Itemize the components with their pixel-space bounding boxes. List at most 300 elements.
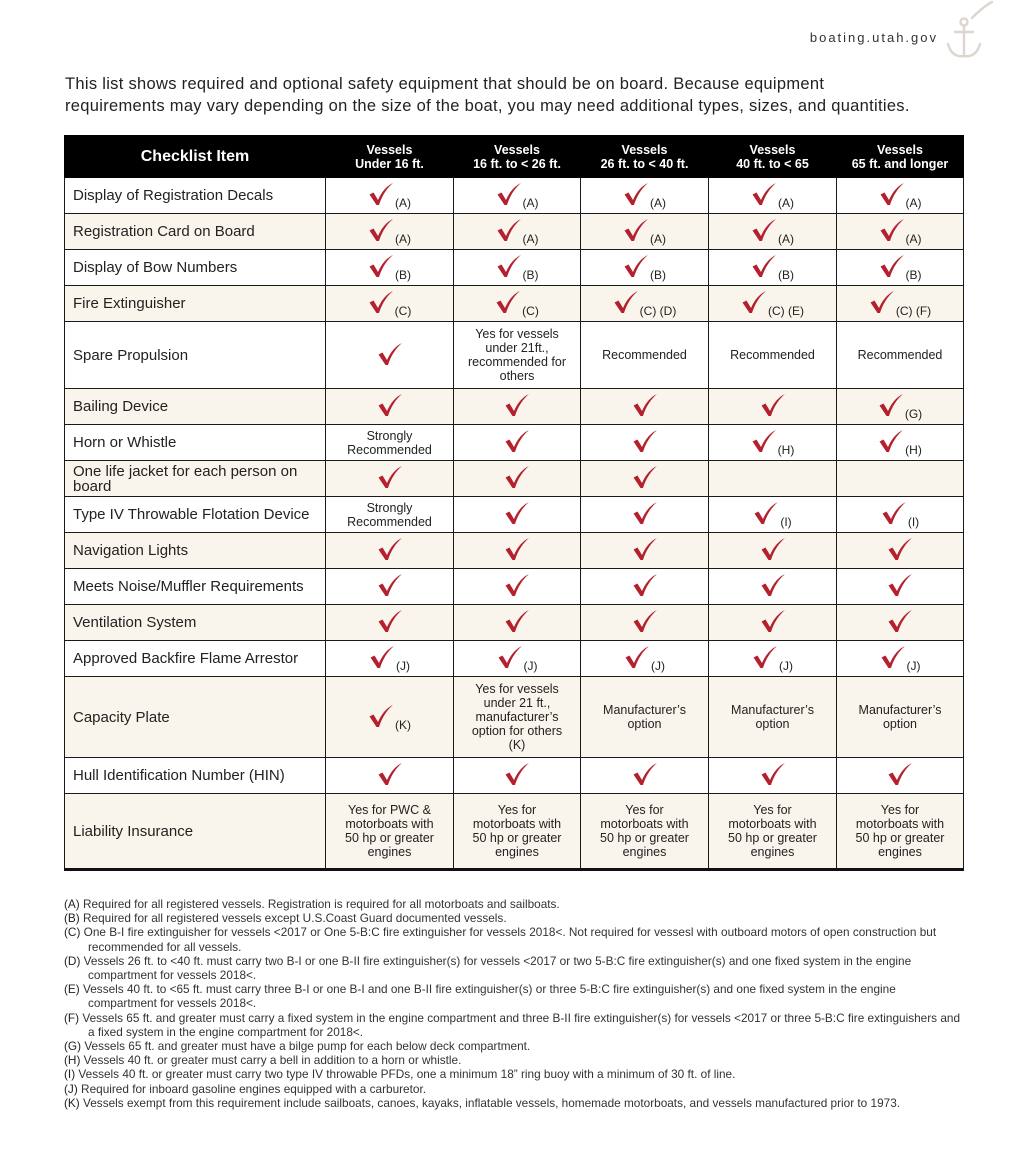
header-line: Vessels: [749, 142, 796, 157]
requirement-text-line: (K): [508, 738, 526, 752]
checklist-item-label: Registration Card on Board: [65, 214, 326, 250]
footnote-label: (K): [64, 1095, 80, 1110]
requirement-text: [596, 803, 693, 859]
requirement-mark: [760, 393, 786, 417]
requirement-text-line: others: [499, 369, 535, 383]
table-row: [65, 794, 964, 870]
table-row: [65, 533, 964, 569]
requirement-text-line: recommended for: [468, 355, 566, 369]
requirement-cell: [709, 497, 837, 533]
requirement-cell: [454, 389, 581, 425]
requirement-text-line: Recommended: [347, 442, 432, 457]
requirement-text: [464, 327, 570, 383]
checklist-item-label: Meets Noise/Muffler Requirements: [65, 569, 326, 605]
requirement-mark: [377, 465, 403, 489]
requirement-mark: [632, 393, 658, 417]
footnote-ref: (C): [522, 304, 539, 318]
requirement-mark: [368, 704, 411, 732]
table-row: [65, 461, 964, 497]
footnote-ref: (B): [395, 268, 411, 282]
requirement-text-line: 50 hp or greater: [472, 831, 562, 845]
requirement-cell: [454, 250, 581, 286]
checklist-item-label: Fire Extinguisher: [65, 286, 326, 322]
requirement-cell: [326, 677, 454, 758]
requirement-mark: [880, 645, 921, 673]
requirement-mark: [377, 537, 403, 561]
requirement-mark: [753, 501, 792, 529]
checkmark-icon: [632, 573, 658, 597]
checkmark-icon: [751, 218, 777, 242]
checkmark-icon: [881, 501, 907, 525]
requirement-mark: [504, 465, 530, 489]
checklist-item-label: Display of Registration Decals: [65, 178, 326, 214]
checkmark-icon: [880, 645, 906, 669]
table-row: [65, 425, 964, 461]
anchor-icon: [934, 0, 994, 62]
requirement-mark: [632, 429, 658, 453]
footnote-text: Vessels exempt from this requirement include sailboats, canoes, kayaks, inflatable vessels, homemade motorboats, and vessels manufactured prior to 1973.: [83, 1095, 901, 1110]
checkmark-icon: [504, 609, 530, 633]
requirement-cell: [709, 425, 837, 461]
requirement-cell: [709, 641, 837, 677]
requirement-cell: [837, 286, 964, 322]
footnote: [64, 1039, 964, 1053]
checkmark-icon: [496, 182, 522, 206]
requirement-cell: [837, 250, 964, 286]
requirement-cell: [454, 794, 581, 870]
table-row: [65, 214, 964, 250]
requirement-mark: [496, 182, 539, 210]
requirement-text: [341, 803, 438, 859]
requirement-mark: [377, 762, 403, 786]
footnote-ref: (J): [396, 659, 410, 673]
checkmark-icon: [760, 762, 786, 786]
footnote-text: Required for inboard gasoline engines equipped with a carburetor.: [81, 1081, 427, 1096]
checkmark-icon: [887, 537, 913, 561]
requirement-cell: [837, 758, 964, 794]
requirement-cell: [837, 389, 964, 425]
requirement-cell: [581, 250, 709, 286]
requirement-text-line: Recommended: [602, 348, 687, 362]
requirement-text-line: Yes for: [497, 803, 537, 817]
table-row: [65, 286, 964, 322]
requirement-mark: [751, 429, 795, 457]
requirement-text-line: option: [755, 717, 790, 731]
checklist-item-label: Horn or Whistle: [65, 425, 326, 461]
requirement-text: [469, 803, 566, 859]
footnote: [64, 1011, 964, 1039]
table-row: [65, 178, 964, 214]
header-line: Checklist Item: [140, 147, 250, 165]
checkmark-icon: [751, 429, 777, 453]
requirement-text-line: engines: [622, 845, 667, 859]
checkmark-icon: [504, 762, 530, 786]
checklist-item-label: Capacity Plate: [65, 677, 326, 758]
requirement-cell: [709, 286, 837, 322]
footnote: [64, 1053, 964, 1067]
footnote-ref: (H): [777, 443, 795, 457]
requirement-cell: [709, 794, 837, 870]
requirement-mark: [741, 290, 804, 318]
footnote-text: Vessels 26 ft. to <40 ft. must carry two B-I or one B-II fire extinguisher(s) for vessels <2017 or two 5-B:C fire extinguisher(s) and one fixed system in the engine compartment for vessels 2018<.: [83, 953, 912, 983]
checkmark-icon: [504, 537, 530, 561]
requirement-mark: [760, 573, 786, 597]
requirement-cell: [454, 569, 581, 605]
checklist-item-label: Liability Insurance: [65, 794, 326, 870]
requirement-mark: [887, 537, 913, 561]
header-line: Vessels: [877, 142, 923, 157]
requirement-mark: [632, 537, 658, 561]
requirement-cell: [326, 286, 454, 322]
requirement-text-line: motorboats with: [728, 817, 817, 831]
header-vessel-size: [454, 136, 581, 178]
checkmark-icon: [869, 290, 895, 314]
requirement-cell: [454, 322, 581, 389]
requirement-cell: [837, 214, 964, 250]
requirement-cell: [581, 677, 709, 758]
requirement-cell: [709, 677, 837, 758]
header-vessel-size: [326, 136, 454, 178]
requirement-cell: [709, 533, 837, 569]
checkmark-icon: [887, 609, 913, 633]
requirement-mark: [632, 465, 658, 489]
requirement-mark: [504, 762, 530, 786]
table-row: [65, 250, 964, 286]
table-row: [65, 641, 964, 677]
checkmark-icon: [878, 393, 904, 417]
checkmark-icon: [504, 573, 530, 597]
requirement-text-line: Recommended: [730, 348, 815, 362]
footnote-ref: (A): [905, 196, 922, 210]
requirement-mark: [613, 290, 677, 318]
checkmark-icon: [368, 182, 394, 206]
footnote-text: Vessels 65 ft. and greater must have a bilge pump for each below deck compartment.: [84, 1039, 531, 1054]
footnote-label: (F): [64, 1010, 80, 1025]
requirement-mark: [504, 537, 530, 561]
checkmark-icon: [369, 645, 395, 669]
requirement-cell: [454, 286, 581, 322]
checklist-item-label: Hull Identification Number (HIN): [65, 758, 326, 794]
checkmark-icon: [377, 537, 403, 561]
footnote-text: Required for all registered vessels. Registration is required for all motorboats and sailboats.: [83, 897, 560, 911]
requirement-text-line: Recommended: [347, 514, 432, 529]
checkmark-icon: [760, 393, 786, 417]
footnote-label: (H): [64, 1053, 81, 1068]
requirement-cell: [581, 533, 709, 569]
requirement-cell: [454, 461, 581, 497]
requirement-mark: [504, 573, 530, 597]
requirement-mark: [504, 429, 530, 453]
checkmark-icon: [624, 645, 650, 669]
requirement-cell: [326, 605, 454, 641]
requirement-mark: [887, 762, 913, 786]
checkmark-icon: [632, 537, 658, 561]
checkmark-icon: [497, 645, 523, 669]
requirement-cell: [326, 461, 454, 497]
requirement-cell: [581, 425, 709, 461]
requirement-mark: [504, 609, 530, 633]
requirement-text-line: option: [882, 717, 918, 731]
requirement-text-line: Manufacturer’s: [858, 703, 942, 717]
checkmark-icon: [879, 182, 905, 206]
footnote: [64, 1096, 964, 1110]
requirement-mark: [869, 290, 932, 318]
requirement-cell: [581, 497, 709, 533]
requirement-cell: [837, 794, 964, 870]
requirement-cell: [326, 250, 454, 286]
footnote-ref: (B): [778, 268, 794, 282]
requirement-cell: [581, 178, 709, 214]
table-row: [65, 322, 964, 389]
requirement-text-line: engines: [878, 845, 922, 859]
table-row: [65, 569, 964, 605]
requirement-cell: [454, 497, 581, 533]
checkmark-icon: [887, 573, 913, 597]
footnotes: [64, 897, 964, 1110]
requirement-cell: [454, 605, 581, 641]
footnote: [64, 925, 964, 953]
requirement-mark: [887, 573, 913, 597]
checkmark-icon: [632, 429, 658, 453]
requirement-mark: [496, 254, 539, 282]
checkmark-icon: [377, 393, 403, 417]
checkmark-icon: [623, 218, 649, 242]
requirement-cell: [454, 677, 581, 758]
requirement-text-line: engines: [367, 845, 412, 859]
intro-text: [65, 73, 985, 117]
requirement-cell: [326, 389, 454, 425]
requirement-cell: [837, 605, 964, 641]
requirement-cell: [837, 533, 964, 569]
requirement-cell: [581, 286, 709, 322]
requirement-cell: [454, 425, 581, 461]
requirement-text-line: motorboats with: [855, 817, 945, 831]
requirement-cell: [709, 569, 837, 605]
requirement-mark: [751, 254, 794, 282]
header-vessel-size: [581, 136, 709, 178]
requirement-text: [343, 429, 436, 457]
site-url[interactable]: boating.utah.gov: [809, 30, 938, 45]
requirement-text: [724, 803, 821, 859]
requirement-cell: [581, 641, 709, 677]
requirement-cell: [837, 497, 964, 533]
checkmark-icon: [879, 218, 905, 242]
requirement-text: [343, 501, 436, 529]
requirement-text: [855, 703, 946, 731]
requirement-text-line: Strongly: [366, 428, 413, 443]
requirement-cell: [326, 178, 454, 214]
footnote: [64, 982, 964, 1010]
header-line: 26 ft. to < 40 ft.: [600, 156, 689, 171]
requirement-mark: [878, 429, 922, 457]
requirement-cell: [581, 322, 709, 389]
table-row: [65, 677, 964, 758]
checklist-item-label: One life jacket for each person on board: [65, 461, 326, 497]
footnote-ref: (A): [395, 196, 411, 210]
footnote-ref: (A): [522, 196, 539, 210]
requirement-cell: [709, 605, 837, 641]
footnote-ref: (J): [779, 659, 793, 673]
footnote-text: Vessels 40 ft. to <65 ft. must carry three B-I or one B-I and one B-II fire extinguisher(s) or three 5-B:C fire extinguisher(s) and one fixed system in the engine compartment for vessels 2018<.: [83, 982, 896, 1011]
requirement-text-line: 50 hp or greater: [600, 831, 689, 845]
requirement-text-line: 50 hp or greater: [728, 831, 817, 845]
requirement-text: [854, 348, 947, 362]
requirement-text-line: Strongly: [366, 500, 413, 515]
requirement-cell: [581, 758, 709, 794]
requirement-text-line: manufacturer’s: [475, 710, 559, 724]
intro-line: requirements may vary depending on the size of the boat, you may need additional types, sizes, and quantities.: [65, 97, 910, 115]
footnote-ref: (A): [905, 232, 922, 246]
table-row: [65, 497, 964, 533]
requirement-cell: [454, 758, 581, 794]
requirement-mark: [760, 762, 786, 786]
checklist-item-label: Navigation Lights: [65, 533, 326, 569]
checkmark-icon: [496, 254, 522, 278]
requirement-text: [852, 803, 949, 859]
header-line: 16 ft. to < 26 ft.: [473, 156, 561, 171]
requirement-cell: [326, 758, 454, 794]
footnote-label: (E): [64, 982, 80, 997]
checkmark-icon: [504, 393, 530, 417]
requirement-cell: [326, 497, 454, 533]
checkmark-icon: [751, 254, 777, 278]
checkmark-icon: [760, 573, 786, 597]
requirement-cell: [837, 425, 964, 461]
table-row: [65, 605, 964, 641]
requirement-mark: [495, 290, 539, 318]
checkmark-icon: [887, 762, 913, 786]
footnote-ref: (A): [522, 232, 539, 246]
checkmark-icon: [760, 537, 786, 561]
footnote-label: (D): [64, 953, 81, 968]
requirement-cell: [709, 214, 837, 250]
requirement-mark: [377, 609, 403, 633]
requirement-mark: [632, 609, 658, 633]
requirement-mark: [504, 393, 530, 417]
checkmark-icon: [613, 290, 639, 314]
checklist-item-label: Spare Propulsion: [65, 322, 326, 389]
footnote-ref: (C): [394, 304, 412, 318]
requirement-text: [726, 348, 819, 362]
requirement-cell: [709, 178, 837, 214]
requirement-mark: [368, 254, 411, 282]
footnote: [64, 897, 964, 911]
checklist-item-label: Bailing Device: [65, 389, 326, 425]
footnote-ref: (A): [778, 232, 794, 246]
checkmark-icon: [377, 762, 403, 786]
footnote-ref: (I): [780, 515, 792, 529]
footnote-label: (C): [64, 925, 81, 940]
footnote-ref: (C) (F): [895, 304, 932, 318]
footnote-ref: (J): [651, 659, 665, 673]
requirement-cell: [581, 605, 709, 641]
checkmark-icon: [879, 254, 905, 278]
checkmark-icon: [753, 501, 779, 525]
footnote-text: One B-I fire extinguisher for vessels <2017 or One 5-B:C fire extinguisher for vessels 2018<. Not required for vessesl with outboard motors of open construction but recommended for all vessels.: [83, 925, 937, 954]
requirement-cell: [326, 533, 454, 569]
footnote-ref: (H): [905, 443, 922, 457]
footnote-ref: (B): [650, 268, 666, 282]
footnote: [64, 1082, 964, 1096]
checkmark-icon: [752, 645, 778, 669]
header-line: Vessels: [494, 142, 540, 157]
requirement-cell: [837, 461, 964, 497]
footnote-label: (I): [64, 1067, 76, 1082]
requirement-text-line: Manufacturer’s: [731, 703, 814, 717]
requirement-text-line: motorboats with: [472, 817, 562, 831]
requirement-cell: [581, 389, 709, 425]
requirement-text-line: Yes for: [753, 803, 792, 817]
requirement-text-line: option for others: [471, 724, 563, 738]
requirement-text: [599, 703, 690, 731]
requirement-mark: [879, 182, 922, 210]
requirement-text-line: Yes for vessels: [475, 682, 559, 696]
checkmark-icon: [377, 342, 403, 366]
table-row: [65, 389, 964, 425]
checkmark-icon: [632, 762, 658, 786]
requirement-text-line: motorboats with: [600, 817, 689, 831]
requirement-cell: [326, 569, 454, 605]
requirement-mark: [504, 501, 530, 525]
checkmark-icon: [496, 218, 522, 242]
requirement-cell: [837, 322, 964, 389]
header-checklist-item: [65, 136, 326, 178]
checklist-item-label: Approved Backfire Flame Arrestor: [65, 641, 326, 677]
requirement-text-line: Yes for PWC &: [348, 803, 431, 817]
requirement-text-line: Yes for vessels: [475, 327, 559, 341]
footnote: [64, 954, 964, 982]
requirement-cell: [837, 569, 964, 605]
checkmark-icon: [632, 609, 658, 633]
requirement-mark: [751, 218, 794, 246]
requirement-mark: [624, 645, 665, 673]
requirement-mark: [879, 254, 922, 282]
checkmark-icon: [504, 501, 530, 525]
header-line: 65 ft. and longer: [851, 156, 949, 171]
footnote-text: Required for all registered vessels except U.S.Coast Guard documented vessels.: [83, 911, 507, 926]
footnote-text: Vessels 40 ft. or greater must carry two type IV throwable PFDs, one a minimum 18” ring buoy with a minimum of 30 ft. of line.: [78, 1067, 736, 1082]
checkmark-icon: [632, 465, 658, 489]
requirement-cell: [326, 641, 454, 677]
requirement-text-line: engines: [495, 845, 539, 859]
requirement-mark: [760, 609, 786, 633]
table-header-row: [65, 136, 964, 178]
requirement-mark: [751, 182, 794, 210]
requirement-cell: [454, 533, 581, 569]
footnote-text: Vessels 40 ft. or greater must carry a bell in addition to a horn or whistle.: [83, 1053, 462, 1068]
intro-line: This list shows required and optional safety equipment that should be on board. Because equipment: [65, 75, 825, 93]
footnote-ref: (I): [907, 515, 920, 529]
requirement-mark: [368, 182, 411, 210]
requirement-mark: [368, 218, 411, 246]
requirement-mark: [881, 501, 920, 529]
checkmark-icon: [632, 393, 658, 417]
checklist-item-label: Type IV Throwable Flotation Device: [65, 497, 326, 533]
requirement-text-line: Yes for: [880, 803, 920, 817]
checkmark-icon: [760, 609, 786, 633]
footnote-ref: (A): [395, 232, 411, 246]
requirement-mark: [369, 645, 410, 673]
requirement-cell: [581, 569, 709, 605]
requirement-mark: [632, 573, 658, 597]
footnote-ref: (A): [778, 196, 794, 210]
requirement-mark: [623, 218, 666, 246]
requirement-mark: [377, 573, 403, 597]
header-line: 40 ft. to < 65: [736, 156, 809, 171]
table-row: [65, 758, 964, 794]
requirement-mark: [368, 290, 412, 318]
requirement-cell: [837, 641, 964, 677]
